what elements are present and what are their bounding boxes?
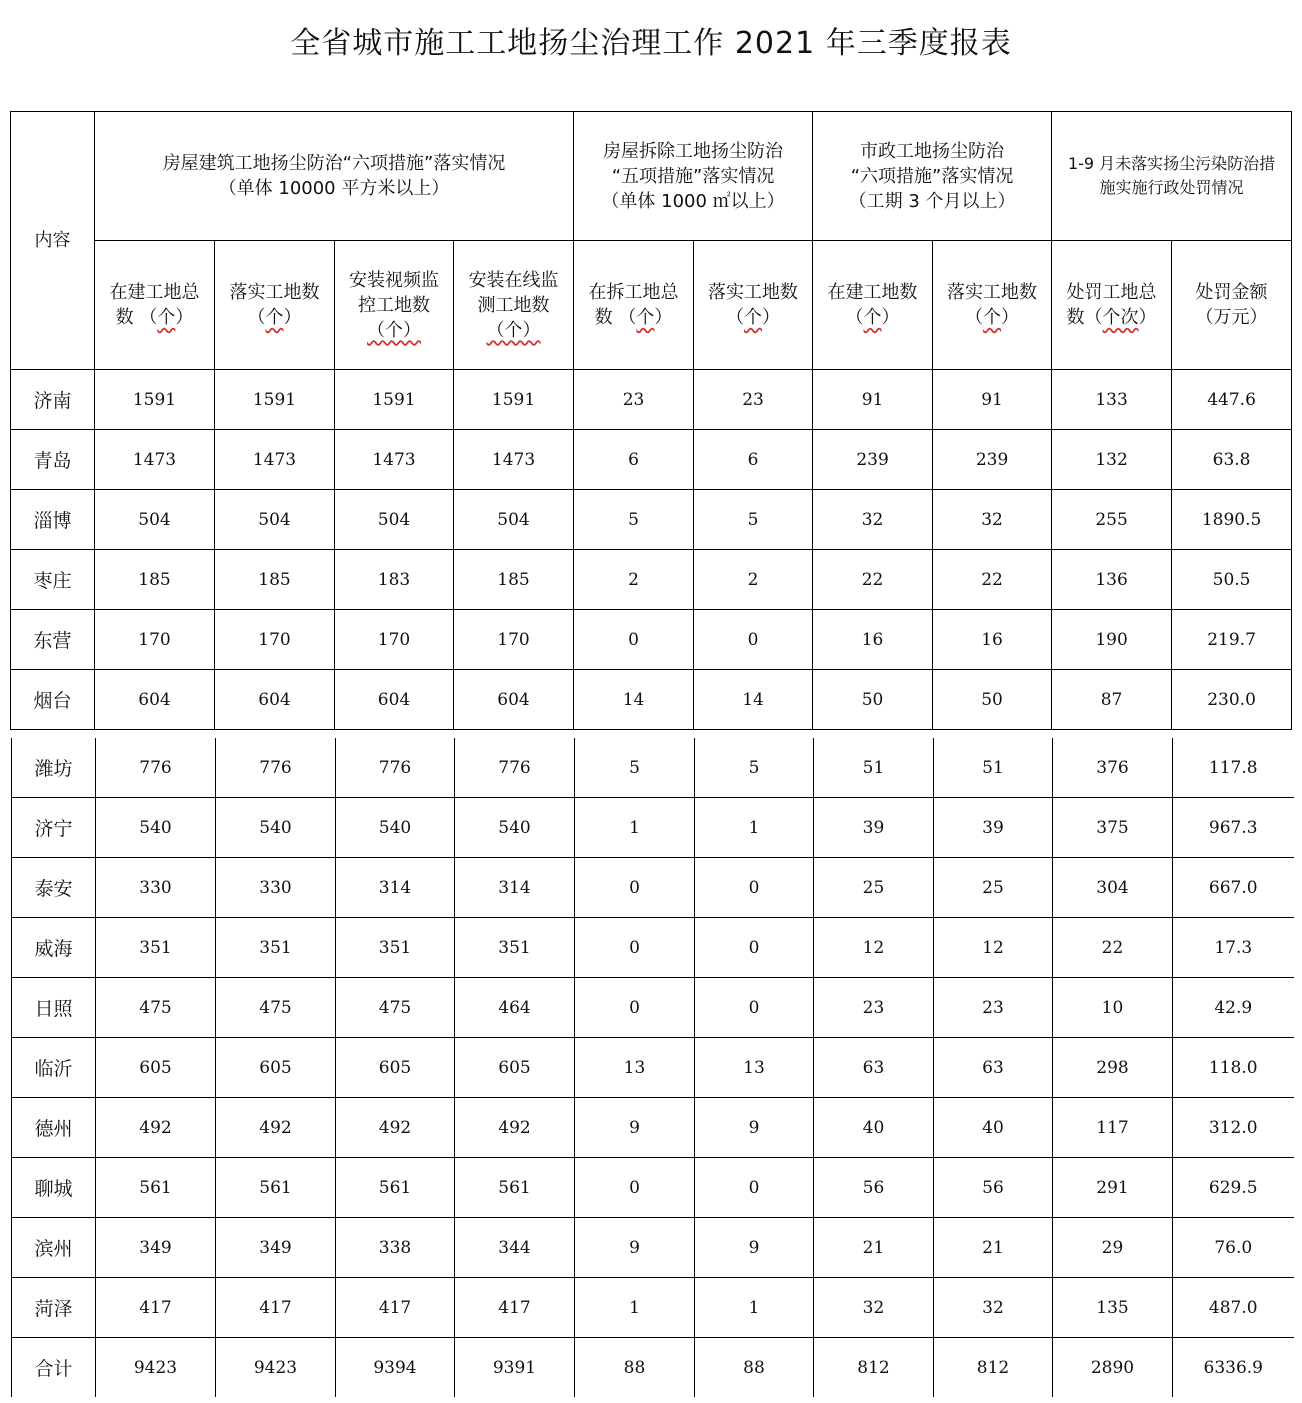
- data-cell: 604: [215, 670, 335, 730]
- data-cell: 540: [455, 798, 575, 858]
- column-header: 落实工地数 （个）: [694, 241, 813, 370]
- data-cell: 51: [814, 738, 934, 798]
- data-cell: 25: [814, 858, 934, 918]
- data-cell: 492: [455, 1098, 575, 1158]
- header-column-row: [11, 241, 1292, 370]
- data-cell: 561: [336, 1158, 455, 1218]
- data-cell: 0: [575, 858, 695, 918]
- data-cell: 22: [1053, 918, 1173, 978]
- data-cell: 0: [574, 610, 694, 670]
- data-cell: 351: [336, 918, 455, 978]
- table-row: [11, 490, 1292, 550]
- column-header: 处罚工地总 数（个次）: [1052, 241, 1172, 370]
- data-cell: 1591: [335, 370, 454, 430]
- data-cell: 330: [96, 858, 216, 918]
- data-cell: 0: [575, 918, 695, 978]
- data-cell: 2890: [1053, 1338, 1173, 1398]
- data-cell: 239: [933, 430, 1052, 490]
- row-label-cell: 淄博: [11, 490, 95, 550]
- report-table-part1: [10, 111, 1292, 730]
- data-cell: 776: [336, 738, 455, 798]
- data-cell: 291: [1053, 1158, 1173, 1218]
- data-cell: 230.0: [1172, 670, 1292, 730]
- data-cell: 39: [934, 798, 1053, 858]
- data-cell: 298: [1053, 1038, 1173, 1098]
- report-table-part2: [11, 738, 1294, 1397]
- data-cell: 314: [336, 858, 455, 918]
- data-cell: 88: [575, 1338, 695, 1398]
- data-cell: 5: [694, 490, 813, 550]
- table-row: [12, 1218, 1294, 1278]
- data-cell: 561: [96, 1158, 216, 1218]
- data-cell: 87: [1052, 670, 1172, 730]
- data-cell: 118.0: [1173, 1038, 1294, 1098]
- table-body-part1: [11, 370, 1292, 730]
- table-row: [11, 430, 1292, 490]
- data-cell: 117: [1053, 1098, 1173, 1158]
- data-cell: 9391: [455, 1338, 575, 1398]
- data-cell: 812: [814, 1338, 934, 1398]
- group-header-municipal: 市政工地扬尘防治 “六项措施”落实情况 （工期 3 个月以上）: [813, 112, 1052, 241]
- data-cell: 447.6: [1172, 370, 1292, 430]
- table-row: [12, 1038, 1294, 1098]
- data-cell: 40: [934, 1098, 1053, 1158]
- data-cell: 1: [575, 1278, 695, 1338]
- data-cell: 1473: [215, 430, 335, 490]
- data-cell: 16: [933, 610, 1052, 670]
- data-cell: 5: [574, 490, 694, 550]
- data-cell: 475: [216, 978, 336, 1038]
- row-label-cell: 聊城: [12, 1158, 96, 1218]
- data-cell: 14: [694, 670, 813, 730]
- data-cell: 492: [336, 1098, 455, 1158]
- data-cell: 9: [695, 1218, 814, 1278]
- data-cell: 42.9: [1173, 978, 1294, 1038]
- row-label-cell: 潍坊: [12, 738, 96, 798]
- row-label-cell: 滨州: [12, 1218, 96, 1278]
- data-cell: 9394: [336, 1338, 455, 1398]
- data-cell: 170: [454, 610, 574, 670]
- data-cell: 540: [96, 798, 216, 858]
- row-label-cell: 泰安: [12, 858, 96, 918]
- data-cell: 170: [215, 610, 335, 670]
- data-cell: 23: [694, 370, 813, 430]
- data-cell: 32: [814, 1278, 934, 1338]
- data-cell: 32: [933, 490, 1052, 550]
- data-cell: 492: [216, 1098, 336, 1158]
- data-cell: 9423: [216, 1338, 336, 1398]
- row-label-cell: 枣庄: [11, 550, 95, 610]
- data-cell: 190: [1052, 610, 1172, 670]
- data-cell: 475: [96, 978, 216, 1038]
- data-cell: 417: [96, 1278, 216, 1338]
- data-cell: 6: [574, 430, 694, 490]
- column-header: 落实工地数 （个）: [215, 241, 335, 370]
- data-cell: 56: [814, 1158, 934, 1218]
- data-cell: 51: [934, 738, 1053, 798]
- data-cell: 255: [1052, 490, 1172, 550]
- data-cell: 504: [335, 490, 454, 550]
- data-cell: 417: [216, 1278, 336, 1338]
- data-cell: 349: [216, 1218, 336, 1278]
- data-cell: 464: [455, 978, 575, 1038]
- data-cell: 39: [814, 798, 934, 858]
- data-cell: 22: [813, 550, 933, 610]
- data-cell: 776: [216, 738, 336, 798]
- column-header: 落实工地数 （个）: [933, 241, 1052, 370]
- header-group-row: [11, 112, 1292, 241]
- data-cell: 91: [813, 370, 933, 430]
- data-cell: 1473: [454, 430, 574, 490]
- data-cell: 351: [216, 918, 336, 978]
- content-header: 内容: [11, 112, 95, 370]
- data-cell: 50: [813, 670, 933, 730]
- data-cell: 63: [814, 1038, 934, 1098]
- data-cell: 1473: [95, 430, 215, 490]
- row-label-cell: 威海: [12, 918, 96, 978]
- data-cell: 776: [455, 738, 575, 798]
- data-cell: 21: [814, 1218, 934, 1278]
- data-cell: 22: [933, 550, 1052, 610]
- data-cell: 239: [813, 430, 933, 490]
- data-cell: 135: [1053, 1278, 1173, 1338]
- data-cell: 63: [934, 1038, 1053, 1098]
- data-cell: 25: [934, 858, 1053, 918]
- data-cell: 5: [575, 738, 695, 798]
- data-cell: 21: [934, 1218, 1053, 1278]
- data-cell: 1591: [215, 370, 335, 430]
- data-cell: 1591: [95, 370, 215, 430]
- data-cell: 349: [96, 1218, 216, 1278]
- data-cell: 63.8: [1172, 430, 1292, 490]
- row-label-cell: 德州: [12, 1098, 96, 1158]
- column-header: 安装在线监 测工地数 （个）: [454, 241, 574, 370]
- table-row: [12, 858, 1294, 918]
- row-label-cell: 青岛: [11, 430, 95, 490]
- data-cell: 604: [454, 670, 574, 730]
- data-cell: 40: [814, 1098, 934, 1158]
- data-cell: 540: [336, 798, 455, 858]
- data-cell: 185: [95, 550, 215, 610]
- data-cell: 330: [216, 858, 336, 918]
- data-cell: 304: [1053, 858, 1173, 918]
- data-cell: 540: [216, 798, 336, 858]
- row-label-cell: 烟台: [11, 670, 95, 730]
- data-cell: 9423: [96, 1338, 216, 1398]
- data-cell: 492: [96, 1098, 216, 1158]
- data-cell: 417: [336, 1278, 455, 1338]
- data-cell: 76.0: [1173, 1218, 1294, 1278]
- data-cell: 312.0: [1173, 1098, 1294, 1158]
- data-cell: 13: [575, 1038, 695, 1098]
- data-cell: 0: [694, 610, 813, 670]
- data-cell: 50: [933, 670, 1052, 730]
- data-cell: 50.5: [1172, 550, 1292, 610]
- data-cell: 9: [695, 1098, 814, 1158]
- data-cell: 5: [695, 738, 814, 798]
- table-row: [12, 1158, 1294, 1218]
- data-cell: 1473: [335, 430, 454, 490]
- data-cell: 185: [454, 550, 574, 610]
- table-row: [11, 550, 1292, 610]
- data-cell: 604: [335, 670, 454, 730]
- data-cell: 170: [95, 610, 215, 670]
- data-cell: 14: [574, 670, 694, 730]
- data-cell: 812: [934, 1338, 1053, 1398]
- data-cell: 9: [575, 1218, 695, 1278]
- data-cell: 967.3: [1173, 798, 1294, 858]
- data-cell: 0: [695, 1158, 814, 1218]
- data-cell: 9: [575, 1098, 695, 1158]
- data-cell: 351: [96, 918, 216, 978]
- column-header: 在拆工地总 数 （个）: [574, 241, 694, 370]
- row-label-cell: 临沂: [12, 1038, 96, 1098]
- table-row: [12, 1278, 1294, 1338]
- data-cell: 351: [455, 918, 575, 978]
- data-cell: 16: [813, 610, 933, 670]
- data-cell: 605: [96, 1038, 216, 1098]
- table-body-part2: [12, 738, 1294, 1397]
- row-label-cell: 日照: [12, 978, 96, 1038]
- row-label-cell: 东营: [11, 610, 95, 670]
- data-cell: 2: [574, 550, 694, 610]
- data-cell: 13: [695, 1038, 814, 1098]
- table-row: [11, 370, 1292, 430]
- data-cell: 6336.9: [1173, 1338, 1294, 1398]
- data-cell: 185: [215, 550, 335, 610]
- row-label-cell: 济宁: [12, 798, 96, 858]
- row-label-cell: 菏泽: [12, 1278, 96, 1338]
- group-header-demolition: 房屋拆除工地扬尘防治 “五项措施”落实情况 （单体 1000 ㎡以上）: [574, 112, 813, 241]
- data-cell: 23: [814, 978, 934, 1038]
- data-cell: 136: [1052, 550, 1172, 610]
- data-cell: 776: [96, 738, 216, 798]
- data-cell: 29: [1053, 1218, 1173, 1278]
- data-cell: 1890.5: [1172, 490, 1292, 550]
- data-cell: 1: [695, 1278, 814, 1338]
- column-header: 在建工地总 数 （个）: [95, 241, 215, 370]
- data-cell: 91: [933, 370, 1052, 430]
- column-header: 在建工地数 （个）: [813, 241, 933, 370]
- data-cell: 2: [694, 550, 813, 610]
- data-cell: 667.0: [1173, 858, 1294, 918]
- table-row: [12, 1338, 1294, 1398]
- table-row: [11, 670, 1292, 730]
- data-cell: 133: [1052, 370, 1172, 430]
- data-cell: 375: [1053, 798, 1173, 858]
- data-cell: 1591: [454, 370, 574, 430]
- table-row: [12, 798, 1294, 858]
- data-cell: 344: [455, 1218, 575, 1278]
- group-header-penalty: 1-9 月未落实扬尘污染防治措 施实施行政处罚情况: [1052, 112, 1292, 241]
- data-cell: 117.8: [1173, 738, 1294, 798]
- data-cell: 6: [694, 430, 813, 490]
- column-header: 安装视频监 控工地数 （个）: [335, 241, 454, 370]
- data-cell: 23: [934, 978, 1053, 1038]
- row-label-cell: 合计: [12, 1338, 96, 1398]
- data-cell: 561: [216, 1158, 336, 1218]
- data-cell: 23: [574, 370, 694, 430]
- data-cell: 1: [695, 798, 814, 858]
- row-label-cell: 济南: [11, 370, 95, 430]
- page-title: 全省城市施工工地扬尘治理工作 2021 年三季度报表: [290, 26, 1012, 61]
- data-cell: 1: [575, 798, 695, 858]
- data-cell: 0: [695, 918, 814, 978]
- table-row: [12, 978, 1294, 1038]
- data-cell: 561: [455, 1158, 575, 1218]
- data-cell: 629.5: [1173, 1158, 1294, 1218]
- data-cell: 170: [335, 610, 454, 670]
- data-cell: 475: [336, 978, 455, 1038]
- data-cell: 605: [455, 1038, 575, 1098]
- data-cell: 487.0: [1173, 1278, 1294, 1338]
- data-cell: 0: [575, 1158, 695, 1218]
- data-cell: 12: [934, 918, 1053, 978]
- data-cell: 32: [813, 490, 933, 550]
- table-row: [11, 610, 1292, 670]
- data-cell: 504: [215, 490, 335, 550]
- data-cell: 314: [455, 858, 575, 918]
- data-cell: 0: [695, 978, 814, 1038]
- data-cell: 504: [95, 490, 215, 550]
- data-cell: 10: [1053, 978, 1173, 1038]
- data-cell: 605: [336, 1038, 455, 1098]
- data-cell: 0: [575, 978, 695, 1038]
- data-cell: 17.3: [1173, 918, 1294, 978]
- data-cell: 219.7: [1172, 610, 1292, 670]
- data-cell: 88: [695, 1338, 814, 1398]
- data-cell: 56: [934, 1158, 1053, 1218]
- data-cell: 338: [336, 1218, 455, 1278]
- data-cell: 605: [216, 1038, 336, 1098]
- data-cell: 183: [335, 550, 454, 610]
- data-cell: 12: [814, 918, 934, 978]
- data-cell: 376: [1053, 738, 1173, 798]
- data-cell: 0: [695, 858, 814, 918]
- table-row: [12, 1098, 1294, 1158]
- data-cell: 417: [455, 1278, 575, 1338]
- data-cell: 132: [1052, 430, 1172, 490]
- data-cell: 504: [454, 490, 574, 550]
- column-header: 处罚金额 （万元）: [1172, 241, 1292, 370]
- data-cell: 604: [95, 670, 215, 730]
- table-row: [12, 918, 1294, 978]
- table-row: [12, 738, 1294, 798]
- data-cell: 32: [934, 1278, 1053, 1338]
- group-header-building: 房屋建筑工地扬尘防治“六项措施”落实情况 （单体 10000 平方米以上）: [95, 112, 574, 241]
